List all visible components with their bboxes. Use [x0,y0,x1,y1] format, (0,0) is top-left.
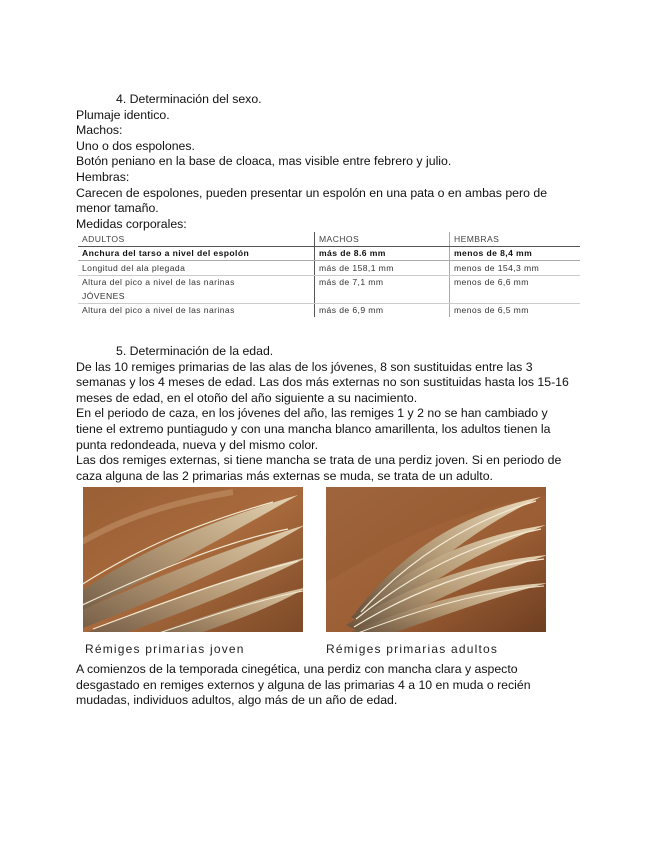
caption-adult: Rémiges primarias adultos [326,642,499,656]
table-cell: más de 6,9 mm [315,303,450,317]
text-line: Medidas corporales: [76,216,187,231]
feathers-juvenile-image [83,487,303,632]
table-cell: menos de 8,4 mm [450,246,581,261]
table-cell: Altura del pico a nivel de las narinas [82,305,235,316]
text-line: Carecen de espolones, pueden presentar un espolón en una pata o en ambas pero de menor tamaño. [76,185,548,216]
table-cell: menos de 6,6 mm [450,275,581,289]
table-cell: más de 7,1 mm [315,275,450,289]
paragraph: De las 10 remiges primarias de las alas de los jóvenes, 8 son sustituidas entre las 3 semanas y los 4 meses de edad. Las dos más externas no son sustituidas hasta los 15-16 meses de edad, en el otoño del año siguiente a su nacimiento. [76,359,569,405]
table-cell: más de 8.6 mm [315,246,450,261]
text-line: Machos: [76,123,123,138]
table-header-cell: HEMBRAS [450,232,581,246]
table-cell: menos de 154,3 mm [450,261,581,276]
feathers-adult-image [326,487,546,632]
table-header-cell: MACHOS [315,232,450,246]
measurements-table [78,232,580,317]
table-header-row [78,232,580,246]
section-heading-sex: 4. Determinación del sexo. [116,92,262,106]
table-cell [315,289,450,303]
table-row [78,289,580,303]
table-header-cell: ADULTOS [78,232,315,246]
table-row [78,246,580,261]
paragraph: Las dos remiges externas, si tiene mancha se trata de una perdiz joven. Si en periodo de caza alguna de las 2 primarias más externas se muda, se trata de un adulto. [76,453,562,483]
section-sex [76,92,576,232]
table-row [78,261,580,276]
table-cell: Longitud del ala plegada [78,261,315,276]
closing-paragraph-block [76,662,576,709]
table-row [78,303,580,317]
closing-paragraph: A comienzos de la temporada cinegética, una perdiz con mancha clara y aspecto desgastado en remiges externos y alguna de las primarias 4 a 10 en muda o recién mudadas, individuos adultos, algo más de un año de edad. [76,662,531,708]
table-cell [450,289,581,303]
table-row [78,275,580,289]
text-line: Uno o dos espolones. [76,138,195,153]
caption-juvenile: Rémiges primarias joven [85,642,245,656]
text-line: Botón peniano en la base de cloaca, mas visible entre febrero y julio. [76,154,452,169]
section-age [76,344,576,484]
table-cell: menos de 6,5 mm [450,303,581,317]
text-line: Hembras: [76,169,130,184]
section-heading-age: 5. Determinación de la edad. [116,344,274,358]
text-line: Plumaje identico. [76,107,170,122]
table-cell: JÓVENES [78,289,315,303]
paragraph: En el periodo de caza, en los jóvenes del año, las remiges 1 y 2 no se han cambiado y tiene el extremo puntiagudo y con una mancha blanco amarillenta, los adultos tienen la punta redondeada, nueva y del mismo color. [76,406,551,452]
table-cell: Anchura del tarso a nivel del espolón [78,246,315,261]
table-cell: más de 158,1 mm [315,261,450,276]
table-cell: Altura del pico a nivel de las narinas [82,277,235,288]
photo-adult-primaries [326,487,546,632]
photo-juvenile-primaries [83,487,303,632]
